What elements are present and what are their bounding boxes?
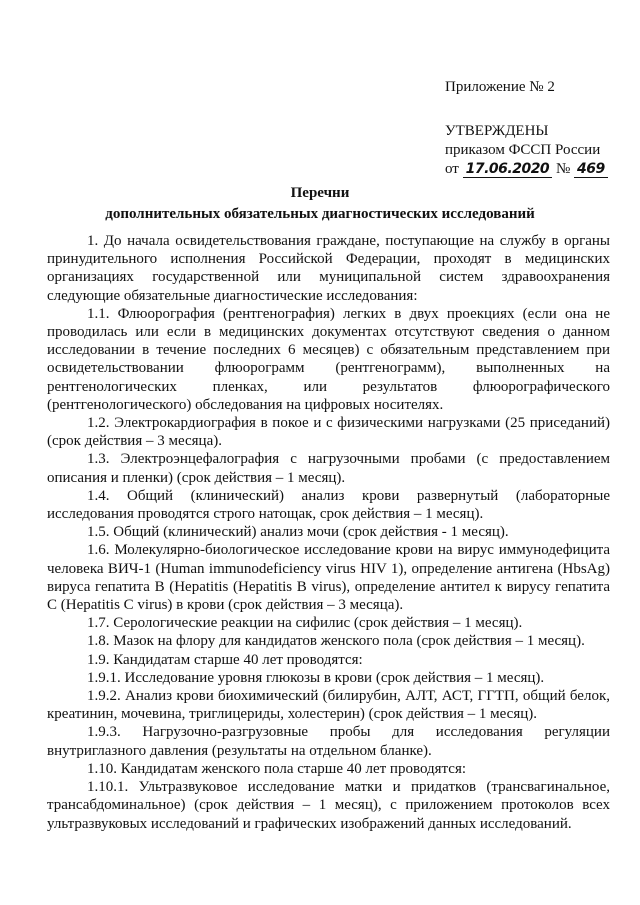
document-body bbox=[47, 232, 610, 833]
paragraph-1-9-3: 1.9.3. Нагрузочно-разгрузовные пробы для исследования регуляции внутриглазного давления (результаты на отдельном бланке). bbox=[47, 724, 610, 759]
approval-block bbox=[445, 78, 625, 179]
paragraph-1-5: 1.5. Общий (клинический) анализ мочи (срок действия - 1 месяц). bbox=[87, 524, 509, 541]
paragraph-1-2: 1.2. Электрокардиография в покое и с физическими нагрузками (25 приседаний) (срок действия – 3 месяца). bbox=[47, 415, 610, 450]
paragraph-1-4: 1.4. Общий (клинический) анализ крови развернутый (лабораторные исследования проводятся строго натощак, срок действия – 1 месяц). bbox=[47, 487, 610, 523]
paragraph-1-9-1: 1.9.1. Исследование уровня глюкозы в крови (срок действия – 1 месяц). bbox=[87, 669, 545, 686]
paragraph-1-9: 1.9. Кандидатам старше 40 лет проводятся: bbox=[87, 651, 363, 668]
paragraph-1-6: 1.6. Молекулярно-биологическое исследование крови на вирус иммунодефицита человека ВИЧ-1 (Human immunodeficiency virus HIV 1), определение антигена (HbsAg) вируса гепатита В (Hepatitis (Hepatitis B virus), определение антител к вирусу гепатита С (Hepatitis C virus) в крови (срок действия – 3 месяца). bbox=[47, 542, 610, 614]
order-date-line bbox=[445, 160, 625, 179]
paragraph-1-10-1: 1.10.1. Ультразвуковое исследование матки и придатков (трансвагинальное, трансабдоминальное) (срок действия – 1 месяц), с приложением протоколов всех ультразвуковых исследований и графических изображений данных исследований. bbox=[47, 779, 610, 832]
number-prefix: № bbox=[555, 161, 571, 177]
paragraph-1: 1. До начала освидетельствования граждане, поступающие на службу в органы принудительного исполнения Российской Федерации, проходят в медицинских организациях государственной или муниципальной систем здравоохранения следующие обязательные диагностические исследования: bbox=[47, 233, 610, 304]
paragraph-1-3: 1.3. Электроэнцефалография с нагрузочными пробами (с предоставлением описания и пленки) (срок действия – 1 месяц). bbox=[47, 451, 610, 486]
paragraph-1-8: 1.8. Мазок на флору для кандидатов женского пола (срок действия – 1 месяц). bbox=[87, 633, 585, 650]
document-heading bbox=[0, 183, 640, 225]
annex-label: Приложение № 2 bbox=[445, 79, 555, 95]
handwritten-date: 17.06.2020 bbox=[463, 161, 553, 178]
paragraph-1-7: 1.7. Серологические реакции на сифилис (срок действия – 1 месяц). bbox=[87, 615, 523, 632]
date-prefix: от bbox=[445, 161, 459, 177]
paragraph-1-10: 1.10. Кандидатам женского пола старше 40 лет проводятся: bbox=[87, 760, 467, 777]
order-by-label: приказом ФССП России bbox=[445, 142, 601, 158]
paragraph-1-9-2: 1.9.2. Анализ крови биохимический (билирубин, АЛТ, АСТ, ГГТП, общий белок, креатинин, мочевина, триглицериды, холестерин) (срок действия – 1 месяц). bbox=[47, 688, 610, 723]
paragraph-1-1: 1.1. Флюорография (рентгенография) легких в двух проекциях (если она не проводилась или если в медицинских документах отсутствуют сведения о данном исследовании в течение последних 6 месяцев) с обязательным представлением при освидетельствовании флюорограмм (рентгенограмм), выполненных на рентгенологических пленках, или результатов флюорографического (рентгенологического) обследования на цифровых носителях. bbox=[47, 305, 610, 413]
heading-subtitle: дополнительных обязательных диагностических исследований bbox=[105, 206, 535, 222]
heading-title: Перечни bbox=[290, 185, 350, 201]
approved-label: УТВЕРЖДЕНЫ bbox=[445, 123, 549, 139]
handwritten-number: 469 bbox=[574, 161, 608, 178]
